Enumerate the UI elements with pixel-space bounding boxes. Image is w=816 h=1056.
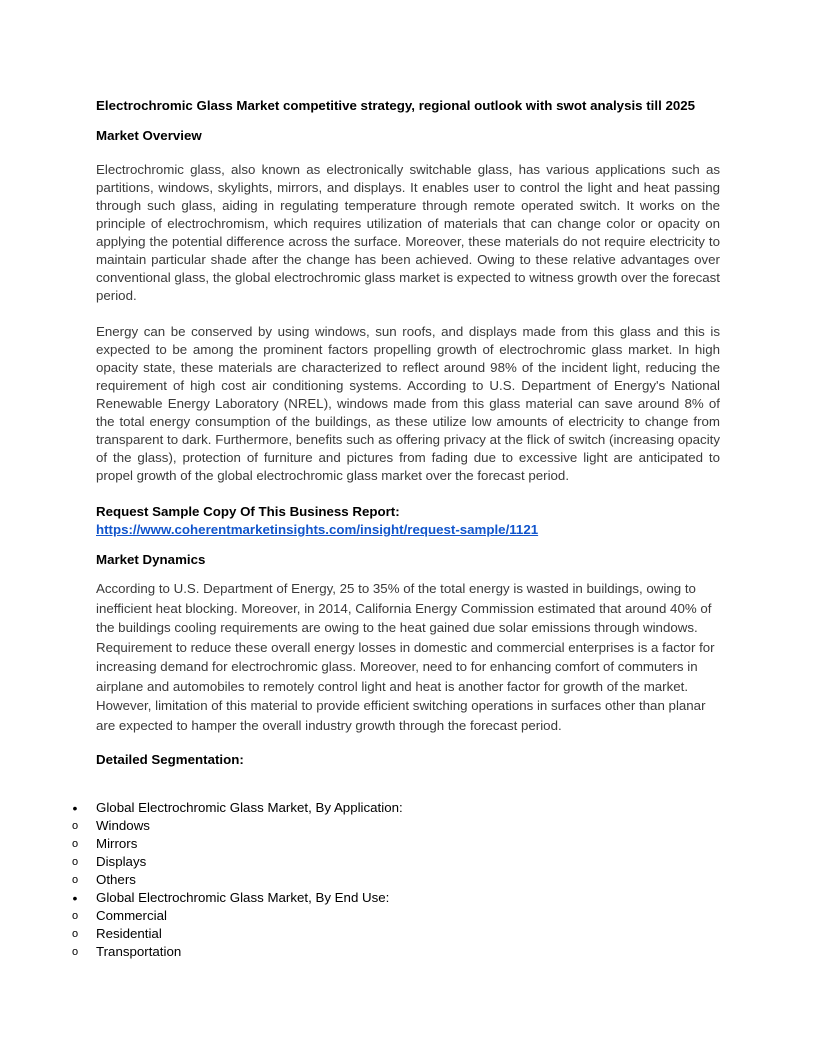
market-dynamics-heading: Market Dynamics [96, 552, 206, 567]
bullet-icon: • [72, 890, 78, 906]
list-item [71, 907, 720, 925]
list-item [72, 889, 720, 907]
request-sample-heading: Request Sample Copy Of This Business Report: [96, 504, 400, 519]
segmentation-list [71, 799, 720, 961]
list-item-text: Displays [96, 854, 147, 869]
market-overview-paragraph-1: Electrochromic glass, also known as electronically switchable glass, has various applications such as partitions, windows, skylights, mirrors, and displays. It enables user to control the light and heat passing through such glass, aiding in regulating temperature through remote operated switch. It works on the principle of electrochromism, which requires utilization of materials that can change color or opacity on applying the potential difference across the surface. Moreover, these materials do not require electricity to maintain particular shade after the change has been achieved. Owing to these relative advantages over conventional glass, the global electrochromic glass market is expected to witness growth over the forecast period. [96, 162, 720, 303]
bullet-icon: • [72, 800, 78, 816]
list-item-text: Global Electrochromic Glass Market, By Application: [96, 800, 403, 815]
circle-bullet-icon: o [71, 820, 79, 832]
market-overview-heading: Market Overview [96, 128, 202, 143]
list-item [71, 925, 720, 943]
circle-bullet-icon: o [71, 856, 79, 868]
list-item-text: Windows [96, 818, 150, 833]
market-overview-paragraph-2: Energy can be conserved by using windows, sun roofs, and displays made from this glass and this is expected to be among the prominent factors propelling growth of electrochromic glass market. In high opacity state, these materials are characterized to reflect around 98% of the incident light, reducing the requirement of high cost air conditioning systems. According to U.S. Department of Energy's National Renewable Energy Laboratory (NREL), windows made from this glass material can save around 8% of the total energy consumption of the buildings, as these utilize low amounts of electricity to change from transparent to dark. Furthermore, benefits such as offering privacy at the flick of switch (increasing opacity of the glass), protection of furniture and pictures from fading due to excessive light are anticipated to propel growth of the global electrochromic glass market over the forecast period. [96, 324, 720, 483]
list-item-text: Transportation [96, 944, 182, 959]
list-item-text: Commercial [96, 908, 167, 923]
list-item [71, 835, 720, 853]
list-item [72, 799, 720, 817]
list-item-text: Others [96, 872, 136, 887]
market-dynamics-paragraph: According to U.S. Department of Energy, 25 to 35% of the total energy is wasted in buildings, owing to inefficient heat blocking. Moreover, in 2014, California Energy Commission estimated that around 40% of the buildings cooling requirements are owing to the heat gained due solar emissions through windows. Requirement to reduce these overall energy losses in domestic and commercial enterprises is a factor for increasing demand for electrochromic glass. Moreover, need to for enhancing comfort of commuters in airplane and automobiles to remotely control light and heat is another factor for growth of the market. However, limitation of this material to provide efficient switching operations in surfaces other than planar are expected to hamper the overall industry growth through the forecast period. [96, 581, 715, 733]
list-item [71, 871, 720, 889]
document-title: Electrochromic Glass Market competitive strategy, regional outlook with swot analysis till 2025 [96, 98, 696, 113]
circle-bullet-icon: o [71, 874, 79, 886]
list-item [71, 817, 720, 835]
circle-bullet-icon: o [71, 928, 79, 940]
list-item [71, 853, 720, 871]
request-sample-link[interactable]: https://www.coherentmarketinsights.com/insight/request-sample/1121 [96, 522, 539, 537]
list-item-text: Residential [96, 926, 162, 941]
segmentation-heading: Detailed Segmentation: [96, 752, 244, 767]
circle-bullet-icon: o [71, 910, 79, 922]
circle-bullet-icon: o [71, 838, 79, 850]
list-item-text: Mirrors [96, 836, 138, 851]
list-item-text: Global Electrochromic Glass Market, By End Use: [96, 890, 390, 905]
list-item [71, 943, 720, 961]
circle-bullet-icon: o [71, 946, 79, 958]
